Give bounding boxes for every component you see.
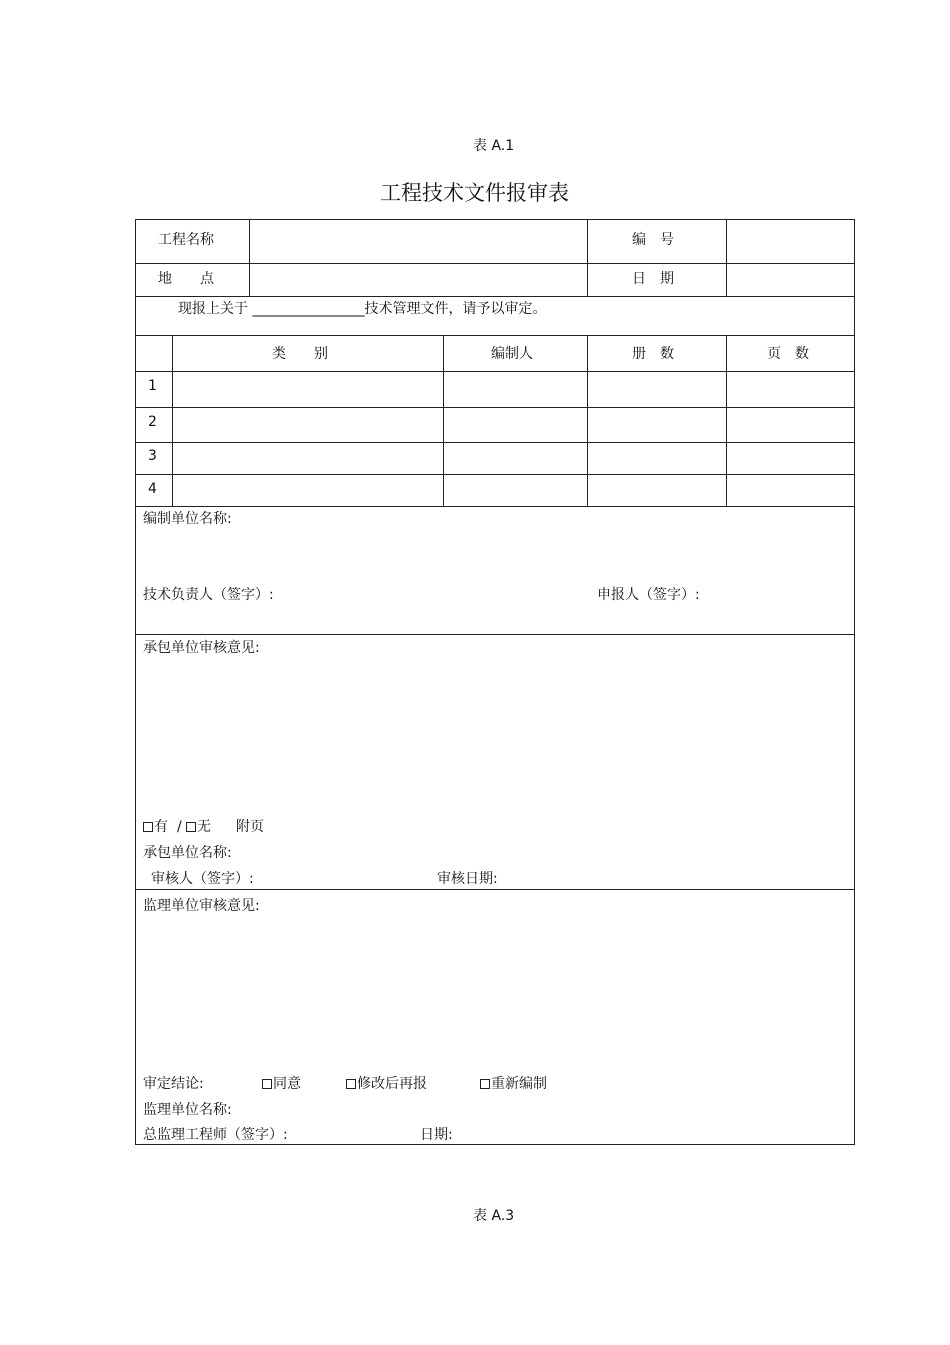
divider (136, 407, 854, 408)
divider (136, 634, 854, 635)
project-name-label: 工程名称 (158, 232, 214, 248)
divider (136, 335, 854, 336)
agree-checkbox[interactable] (262, 1076, 301, 1092)
column-header-compiler: 编制人 (491, 346, 533, 362)
divider (136, 296, 854, 297)
row-number: 4 (148, 481, 157, 497)
form-title: 工程技术文件报审表 (380, 181, 569, 205)
revise-resubmit-label: 修改后再报 (357, 1076, 427, 1092)
checkbox-icon (346, 1079, 356, 1089)
divider (136, 442, 854, 443)
attachment-no-label: 无 (197, 819, 211, 835)
date-field[interactable] (727, 264, 854, 296)
conclusion-label: 审定结论: (143, 1076, 204, 1092)
divider (172, 335, 173, 506)
divider (136, 506, 854, 507)
next-table-label: 表 A.3 (473, 1208, 515, 1224)
review-date-label: 审核日期: (437, 871, 498, 887)
agree-label: 同意 (273, 1076, 301, 1092)
contractor-opinion-label: 承包单位审核意见: (143, 640, 260, 656)
row-number: 3 (148, 448, 157, 464)
checkbox-icon (143, 822, 153, 832)
compiling-unit-label: 编制单位名称: (143, 511, 232, 527)
attachment-label: 附页 (236, 819, 264, 835)
reviewer-signature-label: 审核人（签字）: (151, 871, 254, 887)
divider (726, 335, 727, 506)
attachment-yes-label: 有 (154, 819, 168, 835)
supervisor-unit-label: 监理单位名称: (143, 1102, 232, 1118)
divider (136, 371, 854, 372)
contractor-unit-label: 承包单位名称: (143, 845, 232, 861)
column-header-pages: 页 数 (767, 346, 809, 362)
attachment-yes-checkbox[interactable] (143, 819, 168, 835)
revise-resubmit-checkbox[interactable] (346, 1076, 427, 1092)
divider (443, 335, 444, 506)
review-form (135, 219, 855, 1145)
recompile-label: 重新编制 (491, 1076, 547, 1092)
divider (587, 335, 588, 506)
recompile-checkbox[interactable] (480, 1076, 547, 1092)
declarant-signature-label: 申报人（签字）: (597, 587, 700, 603)
table-number-label: 表 A.1 (473, 138, 515, 154)
row-number: 1 (148, 378, 157, 394)
supervisor-opinion-label: 监理单位审核意见: (143, 898, 260, 914)
date-label: 日 期 (632, 271, 674, 287)
checkbox-icon (262, 1079, 272, 1089)
number-label: 编 号 (632, 232, 674, 248)
submission-statement: 现报上关于 ________________技术管理文件，请予以审定。 (178, 301, 547, 317)
column-header-category: 类 别 (272, 346, 328, 362)
chief-engineer-signature-label: 总监理工程师（签字）: (143, 1127, 288, 1143)
tech-lead-signature-label: 技术负责人（签字）: (143, 587, 274, 603)
divider (587, 220, 588, 296)
column-header-volumes: 册 数 (632, 346, 674, 362)
divider (136, 889, 854, 890)
checkbox-icon (480, 1079, 490, 1089)
divider (136, 474, 854, 475)
attachment-no-checkbox[interactable] (186, 819, 211, 835)
location-label: 地 点 (158, 271, 214, 287)
project-name-field[interactable] (250, 220, 586, 263)
checkbox-icon (186, 822, 196, 832)
option-separator: / (177, 819, 182, 835)
location-field[interactable] (250, 264, 586, 296)
supervisor-date-label: 日期: (420, 1127, 453, 1143)
number-field[interactable] (727, 220, 854, 263)
row-number: 2 (148, 414, 157, 430)
